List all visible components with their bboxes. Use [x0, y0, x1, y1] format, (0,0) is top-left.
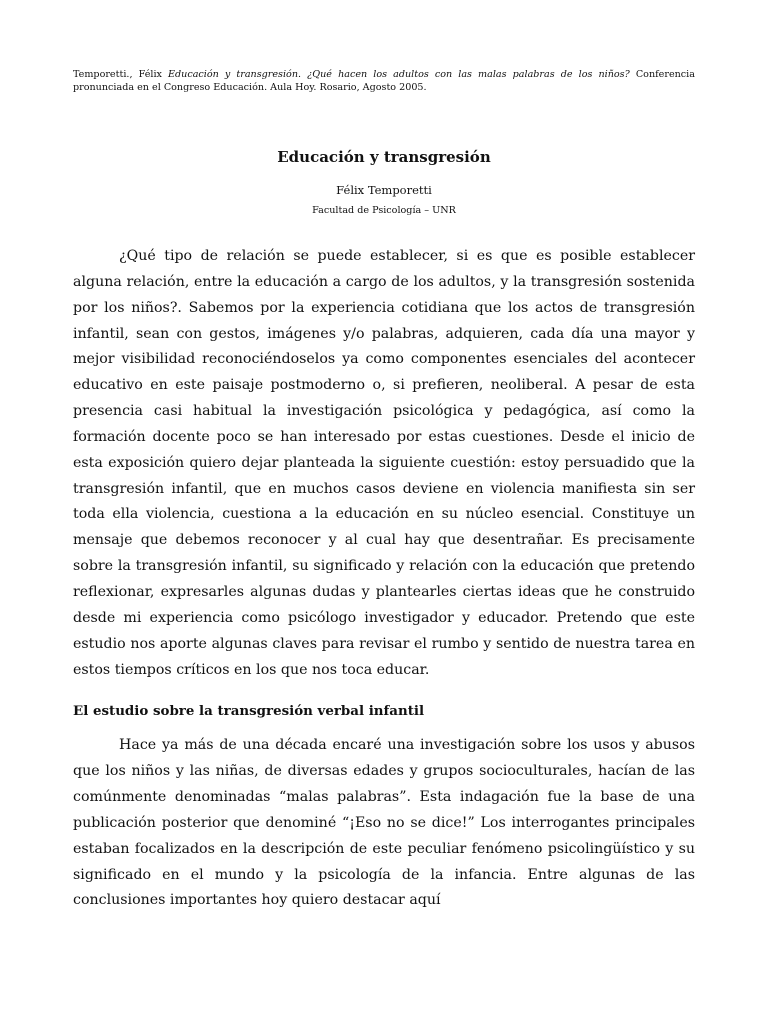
document-title: Educación y transgresión [277, 148, 491, 166]
citation-title: Educación y transgresión. ¿Qué hacen los adultos con las malas palabras de los niños? [168, 69, 630, 80]
section-paragraph: Hace ya más de una década encaré una investigación sobre los usos y abusos que los niños y las niñas, de diversas edades y grupos socioculturales, hacían de las comúnmente denominadas “malas palabras”. Esta indagación fue la base de una publicación posterior que denominé “¡Eso no se dice!” Los interrogantes principales estaban focalizados en la descripción de este peculiar fenómeno psicolingüístico y su significado en el mundo y la psicología de la infancia. Entre algunas de las conclusiones importantes hoy quiero destacar aquí [73, 737, 695, 909]
document-page [73, 68, 695, 914]
document-affiliation: Facultad de Psicología – UNR [312, 205, 456, 216]
citation-header [73, 68, 695, 94]
section-heading: El estudio sobre la transgresión verbal infantil [73, 703, 425, 720]
citation-author: Temporetti., Félix [73, 69, 162, 80]
document-author: Félix Temporetti [336, 183, 432, 197]
intro-paragraph: ¿Qué tipo de relación se puede establecer, si es que es posible establecer alguna relación, entre la educación a cargo de los adultos, y la transgresión sostenida por los niños?. Sabemos por la experiencia cotidiana que los actos de transgresión infantil, sean con gestos, imágenes y/o palabras, adquieren, cada día una mayor y mejor visibilidad reconociéndoselos ya como componentes esenciales del acontecer educativo en este paisaje postmoderno o, si prefieren, neoliberal. A pesar de esta presencia casi habitual la investigación psicológica y pedagógica, así como la formación docente poco se han interesado por estas cuestiones. Desde el inicio de esta exposición quiero dejar planteada la siguiente cuestión: estoy persuadido que la transgresión infantil, que en muchos casos deviene en violencia manifiesta sin ser toda ella violencia, cuestiona a la educación en su núcleo esencial. Constituye un mensaje que debemos reconocer y al cual hay que desentrañar. Es precisamente sobre la transgresión infantil, su significado y relación con la educación que pretendo reflexionar, expresarles algunas dudas y plantearles ciertas ideas que he construido desde mi experiencia como psicólogo investigador y educador. Pretendo que este estudio nos aporte algunas claves para revisar el rumbo y sentido de nuestra tarea en estos tiempos críticos en los que nos toca educar. [73, 248, 695, 678]
citation-details: Conferencia pronunciada en el Congreso Educación. Aula Hoy. Rosario, Agosto 2005. [73, 69, 695, 93]
